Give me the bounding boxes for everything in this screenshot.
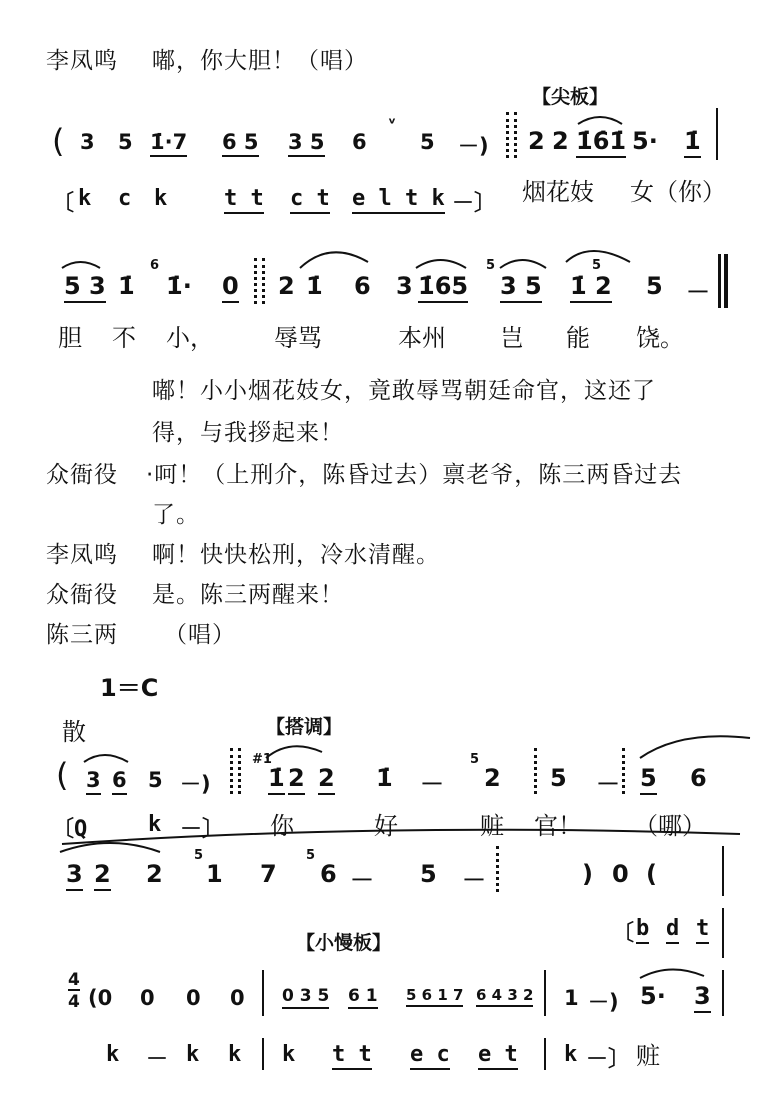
melody-note: 5	[640, 764, 657, 795]
grace-note: 5	[486, 258, 496, 273]
lyric: 女（你）	[630, 178, 726, 206]
slur	[60, 843, 160, 852]
melody-note-group: 3 5	[500, 272, 542, 303]
dash: －	[420, 770, 444, 798]
melody-note-group: 1̇65	[418, 272, 468, 303]
speaker-li-fengming: 李凤鸣	[46, 542, 118, 568]
melody-note: 1	[206, 860, 223, 888]
perc-note: t	[696, 916, 709, 944]
lyric: 烟花妓	[522, 178, 594, 206]
time-signature-top: 4	[68, 970, 80, 990]
slur	[566, 251, 630, 262]
dash: －	[350, 866, 374, 894]
lyric: 能	[566, 324, 590, 352]
melody-note: 5·	[632, 127, 658, 155]
speaker-yayi: 众衙役	[46, 582, 118, 608]
note-group: 6 1	[348, 986, 378, 1009]
slur	[84, 755, 128, 762]
perc-note: k	[78, 186, 92, 211]
perc-note: k	[564, 1042, 578, 1067]
key-signature: 1＝C	[100, 674, 159, 702]
open-paren: (	[52, 122, 65, 160]
melody-note: 6	[354, 272, 371, 300]
dash: －	[686, 278, 710, 306]
melody-note: 2	[318, 764, 335, 795]
perc-group: e c	[410, 1042, 450, 1070]
note-group: 3 5	[288, 130, 325, 157]
breath-mark: ᵛ	[388, 114, 397, 133]
close-paren: )	[582, 860, 593, 888]
lyric: 岂	[500, 324, 524, 352]
dialogue-line-2a: 嘟！小小烟花妓女，竟敢辱骂朝廷命官，这还了	[152, 378, 656, 404]
perc-group: e t	[478, 1042, 518, 1070]
open-paren: (	[646, 860, 657, 888]
melody-note: 1̇·	[166, 272, 192, 300]
note: 0	[186, 986, 201, 1010]
dash-close: －)	[458, 134, 489, 158]
melody-note: 2	[94, 860, 111, 891]
lyric: （哪）	[634, 812, 706, 840]
perc-open: 〔	[52, 191, 75, 216]
grace-note: 5	[194, 848, 204, 863]
melody-note: 5·	[640, 982, 666, 1010]
perc-close: －〕	[452, 191, 497, 216]
slur	[300, 252, 368, 268]
lyric: 不	[112, 324, 136, 352]
slur	[578, 117, 622, 124]
perc-note: k	[282, 1042, 296, 1067]
melody-note: 2	[278, 272, 295, 300]
note: 6	[352, 130, 367, 154]
note-group: 6 5	[222, 130, 259, 157]
lyric: 辱骂	[274, 324, 322, 352]
melody-note: 2	[552, 127, 569, 155]
note: (0	[88, 986, 113, 1010]
speaker-li-fengming: 李凤鸣	[46, 48, 118, 74]
marking-dadiao: 【搭调】	[266, 716, 343, 738]
lyric: 好	[374, 812, 398, 840]
note: 0	[230, 986, 245, 1010]
perc-group: t t	[332, 1042, 372, 1070]
lyric: 赃	[480, 812, 504, 840]
melody-note: 5	[550, 764, 567, 792]
note-group: 0 3 5	[282, 986, 329, 1009]
note: 1	[564, 986, 579, 1010]
melody-note-group: 5 3	[64, 272, 106, 303]
perc-note: －	[146, 1047, 169, 1072]
melody-note: 6	[690, 764, 707, 792]
speaker-chen-sanliang: 陈三两	[46, 622, 118, 648]
perc-note: k	[186, 1042, 200, 1067]
dialogue-line-2b: 得，与我拶起来！	[152, 420, 344, 446]
melody-note-group: 1̇ 2	[570, 272, 612, 303]
dash-close: －)	[588, 990, 619, 1014]
melody-note: 1̇	[684, 127, 701, 158]
note: 3	[80, 130, 95, 154]
melody-note: 0	[222, 272, 239, 303]
grace-note: #1	[252, 752, 272, 767]
slur	[640, 969, 704, 978]
lyric: 你	[270, 812, 294, 840]
dialogue-line-3a: ·呵！（上刑介，陈昏过去）禀老爷，陈三两昏过去	[146, 462, 683, 488]
perc-close: －〕	[586, 1047, 631, 1072]
grace-note: 5	[306, 848, 316, 863]
grace-note: 5	[592, 258, 602, 273]
marking-xiaomanban: 【小慢板】	[296, 932, 392, 954]
perc-note: d	[666, 916, 679, 944]
note: 3	[86, 768, 101, 795]
melody-note: 2	[484, 764, 501, 792]
tempo-san: 散	[62, 718, 86, 746]
dash: －	[596, 770, 620, 798]
slur	[640, 736, 750, 758]
note-group: 1̇·7	[150, 130, 187, 157]
slur	[500, 260, 546, 268]
melody-note: 1̇	[376, 764, 393, 792]
perc-note: k	[148, 812, 162, 837]
perc-note: b	[636, 916, 649, 944]
marking-jianban: 【尖板】	[532, 86, 609, 108]
note: 5	[148, 768, 163, 792]
note: 5	[118, 130, 133, 154]
lyric: 本州	[398, 324, 446, 352]
perc-note: k	[228, 1042, 242, 1067]
perc-group: c t	[290, 186, 330, 214]
note: 0	[140, 986, 155, 1010]
melody-note: 6	[320, 860, 337, 888]
melody-note: 1̇	[268, 764, 285, 795]
perc-note: c	[118, 186, 132, 211]
grace-note: 5	[470, 752, 480, 767]
dialogue-line-1: 嘟，你大胆！（唱）	[152, 48, 368, 74]
lyric: 饶。	[636, 324, 684, 352]
melody-note: 5	[646, 272, 663, 300]
perc-open: 〔	[612, 921, 635, 946]
melody-note: 1̇	[306, 272, 323, 300]
dialogue-line-6: （唱）	[164, 622, 236, 648]
lyric: 赃	[636, 1042, 660, 1070]
melody-note: 5	[420, 860, 437, 888]
note: 6	[112, 768, 127, 795]
dash: －	[462, 866, 486, 894]
perc-group: t t	[224, 186, 264, 214]
slur	[266, 746, 322, 758]
slur	[62, 830, 740, 844]
melody-note: 3	[66, 860, 83, 891]
slur	[416, 260, 466, 268]
lyric: 小，	[166, 324, 214, 352]
dialogue-line-3b: 了。	[152, 502, 200, 528]
dialogue-line-4: 啊！快快松刑，冷水清醒。	[152, 542, 440, 568]
speaker-yayi: 众衙役	[46, 462, 118, 488]
melody-note: 3	[694, 982, 711, 1013]
perc-close: －〕	[180, 817, 225, 842]
perc-note: k	[106, 1042, 120, 1067]
slur	[62, 262, 100, 268]
rest: 0	[612, 860, 629, 888]
lyric: 官！	[534, 812, 582, 840]
note-group: 6 4 3 2	[476, 986, 533, 1007]
dash-close: －)	[180, 772, 211, 796]
perc-group: e l t k	[352, 186, 445, 214]
time-signature-bottom: 4	[68, 992, 80, 1012]
perc-note: 〔Q	[52, 817, 88, 842]
grace-note: 6	[150, 258, 160, 273]
perc-note: k	[154, 186, 168, 211]
lyric: 胆	[58, 324, 82, 352]
melody-note: 2	[528, 127, 545, 155]
open-paren: (	[56, 756, 69, 794]
note: 5	[420, 130, 435, 154]
note-group: 5 6 1 7	[406, 986, 463, 1007]
dialogue-line-5: 是。陈三两醒来！	[152, 582, 344, 608]
melody-note: 2	[146, 860, 163, 888]
melody-note: 3	[396, 272, 413, 300]
melody-note: 2	[288, 764, 305, 795]
melody-note: 1̇	[118, 272, 135, 300]
melody-note: 7	[260, 860, 277, 888]
melody-note-group: 1̇6̇1̇	[576, 127, 626, 158]
